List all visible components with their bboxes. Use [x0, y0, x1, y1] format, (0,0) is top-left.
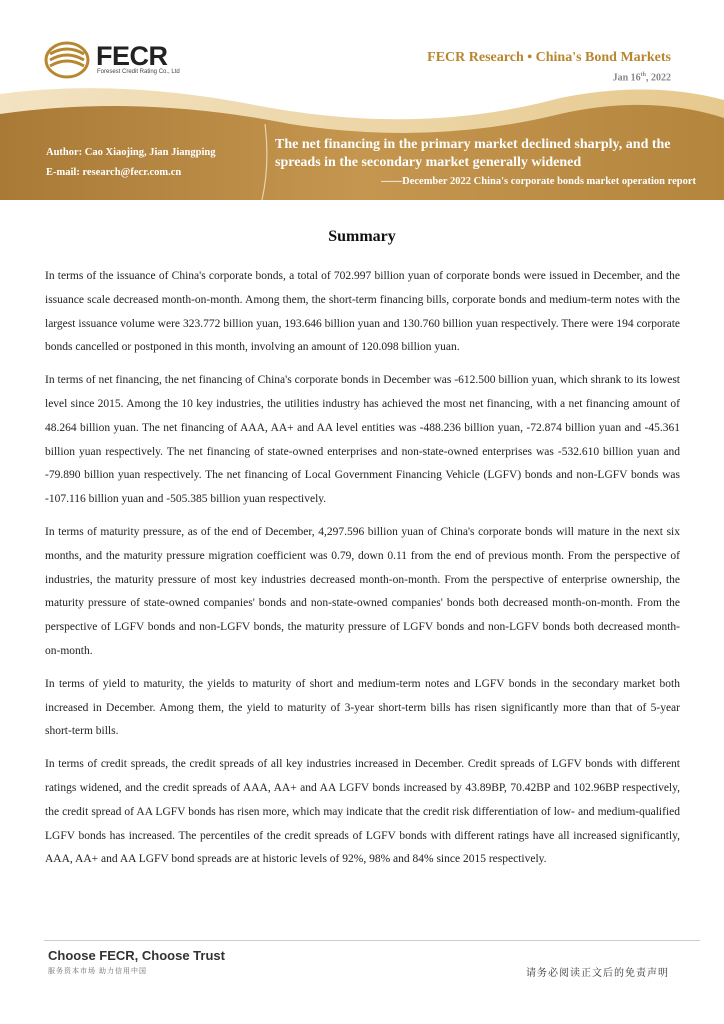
footer-disclaimer: 请务必阅读正文后的免责声明 — [526, 968, 669, 979]
summary-paragraph: In terms of maturity pressure, as of the end of December, 4,297.596 billion yuan of China's corporate bonds will mature in the next six months, and the maturity pressure migration coefficient was 0.79, down 0.11 from the end of previous month. From the perspective of industries, the maturity pressure of most key industries decreased month-on-month. From the perspective of enterprise ownership, the maturity pressure of state-owned companies' bonds and non-state-owned companies' bonds both decreased month-on-month. From the perspective of LGFV bonds and non-LGFV bonds, the maturity pressure of LGFV bonds and non-LGFV bonds both decreased month-on-month. — [45, 525, 680, 657]
fecr-logo-icon — [44, 40, 90, 80]
footer-tagline: Choose FECR, Choose Trust — [48, 948, 225, 963]
summary-paragraph: In terms of the issuance of China's corporate bonds, a total of 702.997 billion yuan of corporate bonds were issued in December, and the issuance scale decreased month-on-month. Among them, the short-term financing bills, corporate bonds and medium-term notes with the largest issuance volume were 323.772 billion yuan, 193.646 billion yuan and 130.760 billion yuan respectively. There were 194 corporate bonds cancelled or postponed in this month, involving an amount of 120.098 billion yuan. — [45, 270, 680, 354]
report-headline: The net financing in the primary market declined sharply, and the spreads in the secondary market generally widened — [275, 137, 671, 170]
summary-paragraph: In terms of net financing, the net financing of China's corporate bonds in December was -612.500 billion yuan, which shrank to its lowest level since 2015. Among the 10 key industries, the utilities industry has achieved the most net financing, with a net financing amount of 48.264 billion yuan. The net financing of AAA, AA+ and AA level entities was -488.236 billion yuan, -72.874 billion yuan and -45.361 billion yuan respectively. The net financing of state-owned enterprises and non-state-owned enterprises was -532.610 billion yuan and -79.890 billion yuan respectively. The net financing of Local Government Financing Vehicle (LGFV) bonds and non-LGFV bonds was -107.116 billion yuan and -505.385 billion yuan respectively. — [45, 374, 680, 506]
summary-paragraph: In terms of yield to maturity, the yields to maturity of short and medium-term notes and LGFV bonds in the secondary market both increased in December. Among them, the yield to maturity of 3-year short-term bills has risen significantly more than that of 5-year short-term bills. — [45, 677, 680, 738]
summary-heading: Summary — [328, 228, 396, 245]
footer-subtagline: 服务资本市场 助力信用中国 — [48, 968, 147, 975]
logo-subtitle: Foresest Credit Rating Co., Ltd — [97, 69, 180, 75]
date-day: Jan 16 — [612, 72, 641, 84]
report-subheadline: ——December 2022 China's corporate bonds market operation report — [381, 176, 696, 187]
email-line: E-mail: research@fecr.com.cn — [46, 167, 182, 178]
author-line: Author: Cao Xiaojing, Jian Jiangping — [46, 147, 216, 158]
fecr-logo — [44, 40, 194, 80]
summary-body — [45, 265, 680, 881]
summary-paragraph: In terms of credit spreads, the credit spreads of all key industries increased in December. Credit spreads of LGFV bonds with different ratings widened, and the credit spreads of AAA, AA+ and AA LGFV bonds increased by 43.89BP, 70.42BP and 102.96BP respectively, the credit spread of AA LGFV bonds has risen more, which may indicate that the credit risk differentiation of low- and medium-qualified LGFV bonds has increased. The percentiles of the credit spreads of LGFV bonds with different ratings have all increased significantly, AAA, AA+ and AA LGFV bond spreads are at historic levels of 92%, 98% and 84% since 2015 respectively. — [45, 758, 680, 866]
series-title: FECR Research • China's Bond Markets — [427, 50, 671, 65]
footer-divider — [44, 940, 700, 941]
date-year: , 2022 — [646, 72, 671, 84]
date-suffix: th — [640, 72, 646, 78]
report-date — [613, 72, 671, 83]
logo-wordmark: FECR — [96, 41, 168, 71]
